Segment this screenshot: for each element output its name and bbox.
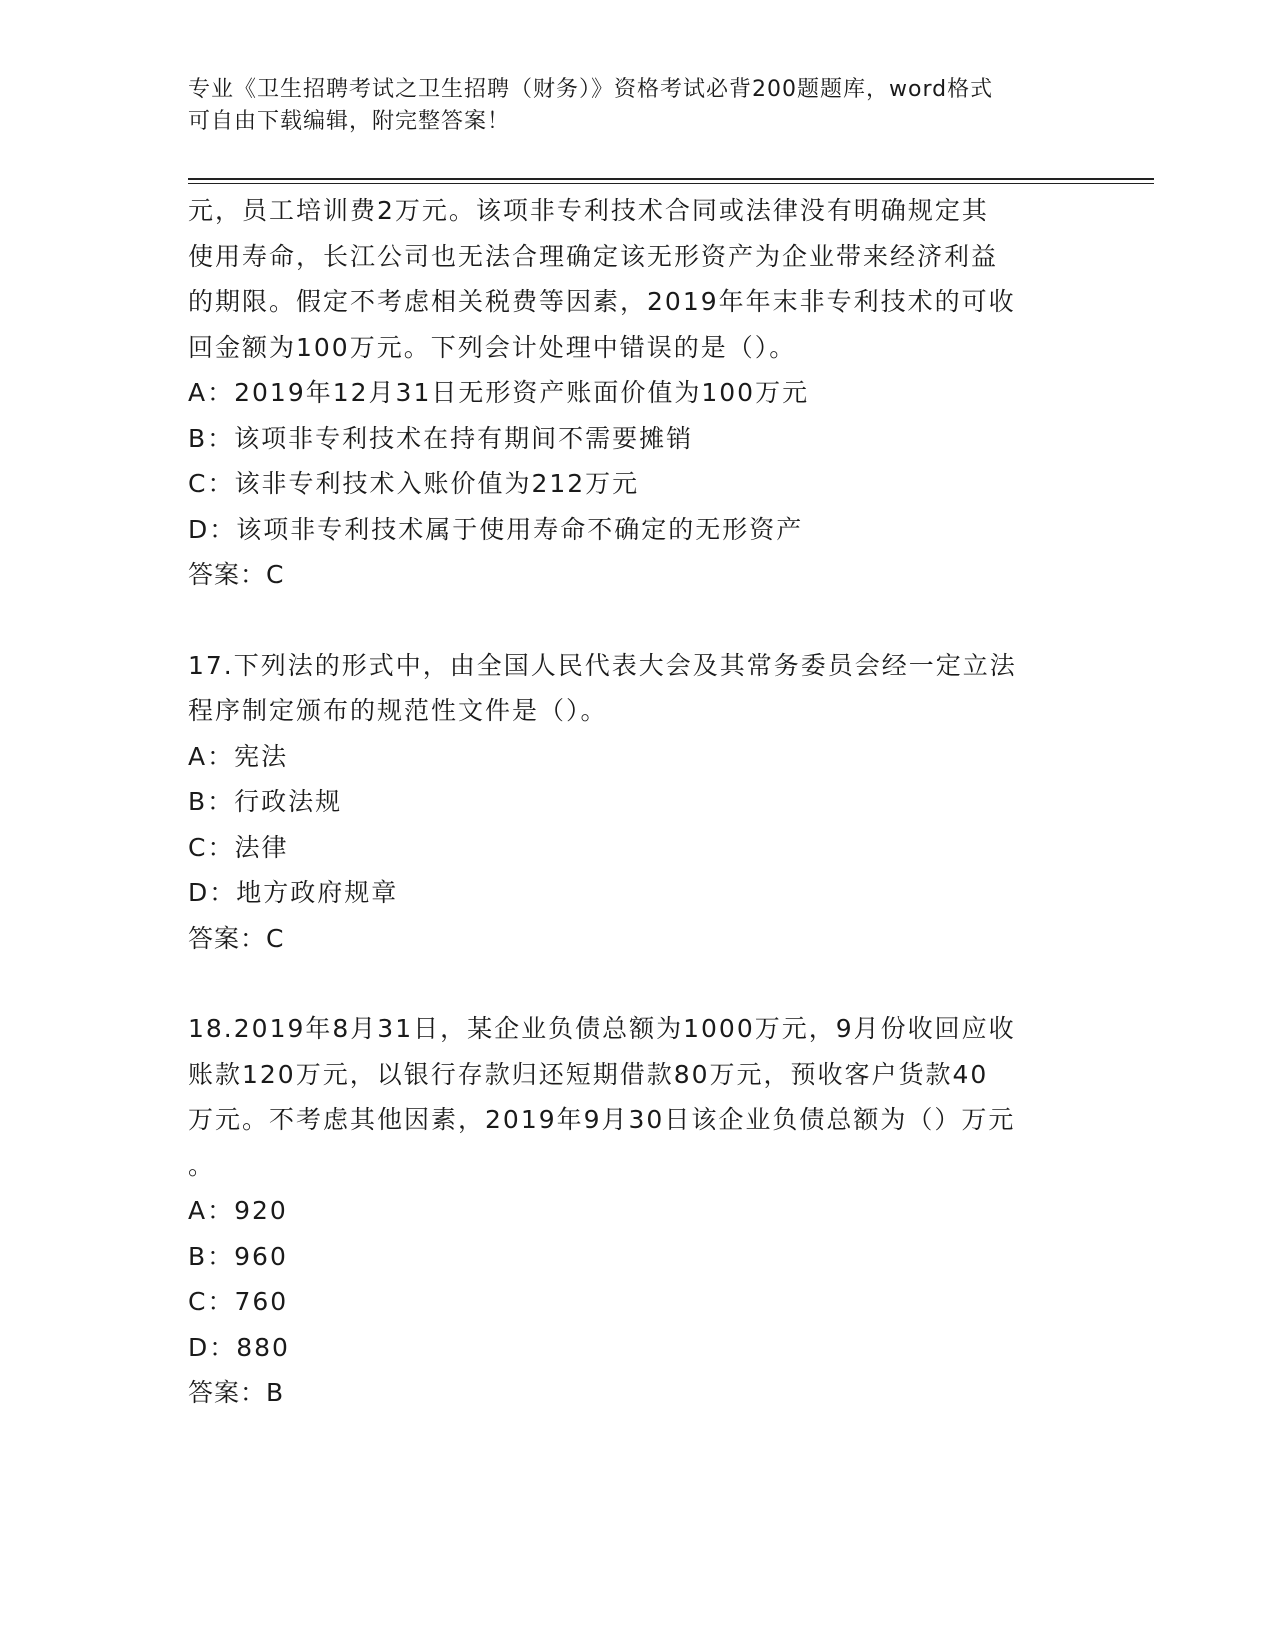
document-header	[188, 74, 1088, 138]
option-a: A：920	[188, 1196, 288, 1225]
header-divider	[188, 178, 1154, 184]
question-stem-line: 18.2019年8月31日，某企业负债总额为1000万元，9月份收回应收	[188, 1014, 1016, 1043]
header-title-line-2: 可自由下载编辑，附完整答案！	[188, 109, 511, 134]
question-18	[188, 1006, 1088, 1416]
option-d: D：地方政府规章	[188, 878, 399, 907]
option-c: C：760	[188, 1287, 289, 1316]
header-title-line-1: 专业《卫生招聘考试之卫生招聘（财务）》资格考试必背200题题库，word格式	[188, 77, 994, 102]
answer-line: 答案：C	[188, 560, 285, 589]
question-stem-line: 使用寿命，长江公司也无法合理确定该无形资产为企业带来经济利益	[188, 241, 999, 271]
option-b: B：960	[188, 1241, 288, 1271]
question-stem-line: 程序制定颁布的规范性文件是（）。	[188, 696, 608, 725]
question-stem-line: 17.下列法的形式中，由全国人民代表大会及其常务委员会经一定立法	[188, 650, 1017, 680]
question-16	[188, 188, 1088, 598]
option-b: B：行政法规	[188, 787, 343, 816]
question-stem-line: 回金额为100万元。下列会计处理中错误的是（）。	[188, 332, 797, 362]
option-a: A：2019年12月31日无形资产账面价值为100万元	[188, 378, 810, 407]
option-c: C：法律	[188, 832, 289, 862]
answer-line: 答案：B	[188, 1378, 285, 1407]
option-d: D：880	[188, 1332, 290, 1362]
option-a: A：宪法	[188, 741, 289, 771]
question-stem-line: 元，员工培训费2万元。该项非专利技术合同或法律没有明确规定其	[188, 196, 989, 225]
option-c: C：该非专利技术入账价值为212万元	[188, 469, 640, 498]
answer-line: 答案：C	[188, 923, 285, 953]
questions-body	[188, 188, 1088, 1416]
question-17	[188, 643, 1088, 962]
question-stem-line: 的期限。假定不考虑相关税费等因素，2019年年末非专利技术的可收	[188, 287, 1016, 316]
option-d: D：该项非专利技术属于使用寿命不确定的无形资产	[188, 514, 804, 544]
question-stem-line: 万元。不考虑其他因素，2019年9月30日该企业负债总额为（）万元	[188, 1105, 1016, 1134]
option-b: B：该项非专利技术在持有期间不需要摊销	[188, 423, 694, 453]
question-stem-line: 账款120万元，以银行存款归还短期借款80万元，预收客户货款40	[188, 1059, 989, 1089]
question-stem-line: 。	[188, 1150, 216, 1180]
